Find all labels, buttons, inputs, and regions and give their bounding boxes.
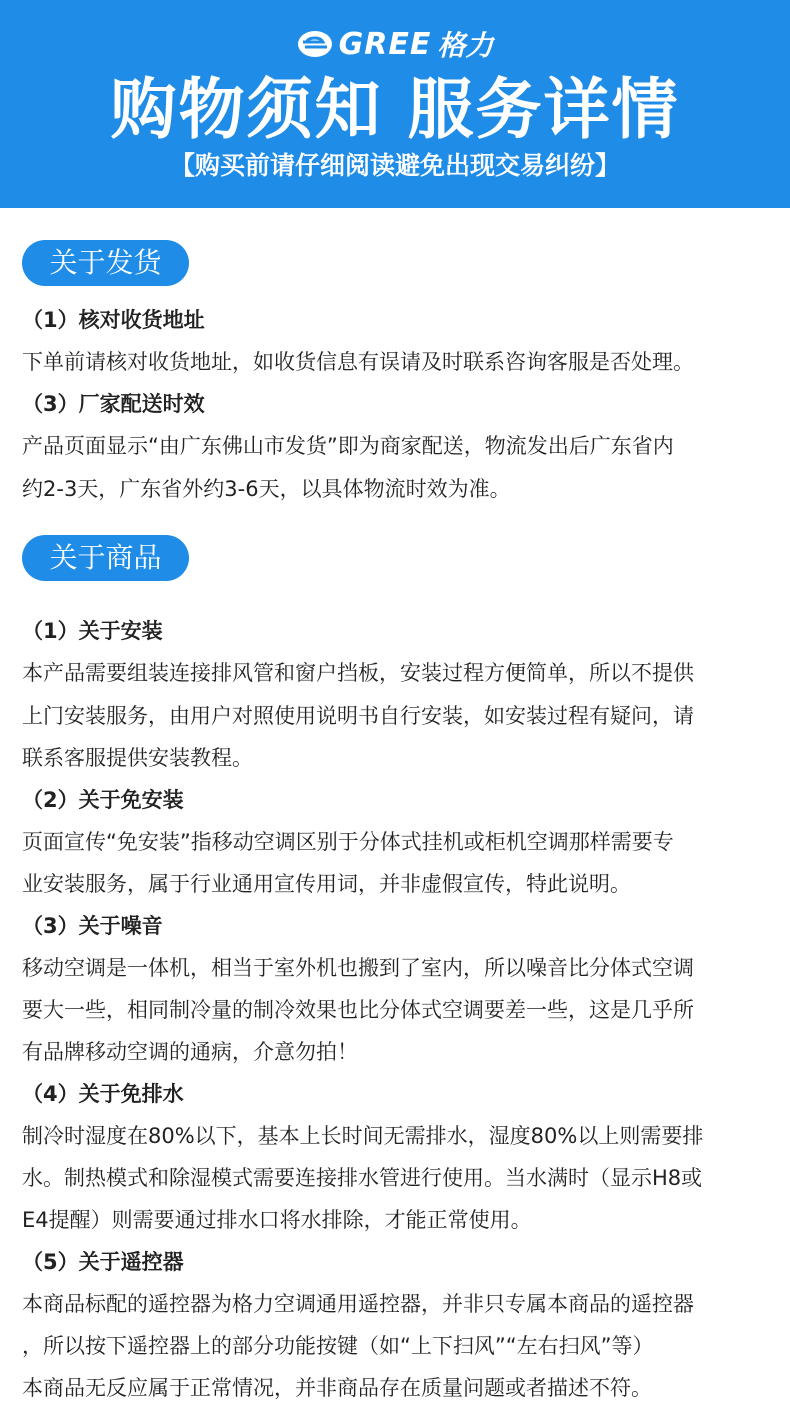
item-text: 本商品标配的遥控器为格力空调通用遥控器，并非只专属本商品的遥控器 — [22, 1292, 694, 1316]
item-text: 本商品无反应属于正常情况，并非商品存在质量问题或者描述不符。 — [22, 1376, 652, 1400]
item-text: 联系客服提供安装教程。 — [22, 746, 253, 770]
item-text: 页面宣传“免安装”指移动空调区别于分体式挂机或柜机空调那样需要专 — [22, 830, 674, 854]
item-text: 约2-3天，广东省外约3-6天，以具体物流时效为准。 — [22, 477, 511, 501]
gree-logo-icon — [297, 29, 333, 59]
section-label-shipping: 关于发货 — [22, 240, 189, 286]
item-text: 制冷时湿度在80%以下，基本上长时间无需排水，湿度80%以上则需要排 — [22, 1124, 704, 1148]
item-text: 有品牌移动空调的通病，介意勿拍！ — [22, 1040, 358, 1064]
item-heading: （5）关于遥控器 — [22, 1250, 184, 1274]
item-text: ，所以按下遥控器上的部分功能按键（如“上下扫风”“左右扫风”等） — [22, 1334, 654, 1358]
item-text: 产品页面显示“由广东佛山市发货”即为商家配送，物流发出后广东省内 — [22, 434, 674, 458]
item-heading: （1）关于安装 — [22, 619, 163, 643]
item-heading: （4）关于免排水 — [22, 1082, 184, 1106]
item-text: 本产品需要组装连接排风管和窗户挡板，安装过程方便简单，所以不提供 — [22, 661, 694, 685]
item-text: 下单前请核对收货地址，如收货信息有误请及时联系咨询客服是否处理。 — [22, 350, 694, 374]
page-title: 购物须知 服务详情 — [110, 71, 680, 148]
item-text: 移动空调是一体机，相当于室外机也搬到了室内，所以噪音比分体式空调 — [22, 956, 694, 980]
page-header — [0, 0, 790, 208]
item-heading: （3）关于噪音 — [22, 914, 163, 938]
page-subtitle: 【购买前请仔细阅读避免出现交易纠纷】 — [169, 151, 620, 180]
item-heading: （3）厂家配送时效 — [22, 392, 205, 416]
brand-name: GREE — [338, 26, 432, 62]
item-text: 上门安装服务，由用户对照使用说明书自行安装，如安装过程有疑问，请 — [22, 704, 694, 728]
item-text: 要大一些，相同制冷量的制冷效果也比分体式空调要差一些，这是几乎所 — [22, 998, 694, 1022]
section-label-product: 关于商品 — [22, 535, 189, 581]
item-text: E4提醒）则需要通过排水口将水排除，才能正常使用。 — [22, 1208, 532, 1232]
item-heading: （1）核对收货地址 — [22, 308, 205, 332]
item-heading: （2）关于免安装 — [22, 788, 184, 812]
brand-name-cn: 格力 — [437, 29, 494, 62]
item-text: 水。制热模式和除湿模式需要连接排水管进行使用。当水满时（显示H8或 — [22, 1166, 703, 1190]
item-text: 业安装服务，属于行业通用宣传用词，并非虚假宣传，特此说明。 — [22, 872, 631, 896]
brand-logo — [0, 24, 790, 64]
